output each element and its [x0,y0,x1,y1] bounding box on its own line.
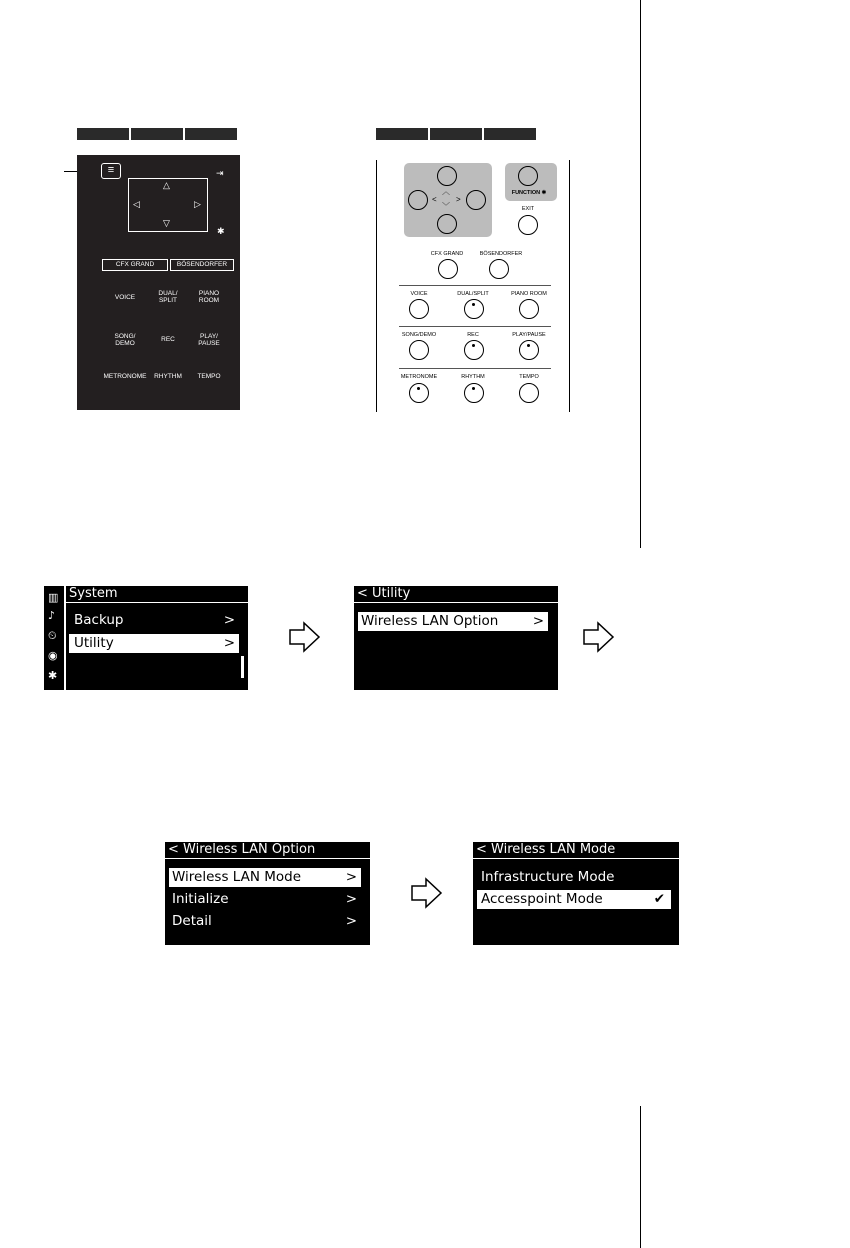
rec-button[interactable]: REC [161,336,175,343]
bosendorfer-button[interactable]: BÖSENDORFER [170,259,234,271]
menu-item-label: Utility [74,635,114,651]
title-rule [66,602,248,603]
up-key[interactable] [437,166,457,186]
rhythm-button[interactable]: RHYTHM [154,373,182,380]
metronome-key[interactable] [409,383,429,403]
exit-label: EXIT [521,206,535,212]
next-step-arrow-icon [582,620,616,654]
screen-wireless-lan-option [165,842,370,945]
menu-item-initialize[interactable] [169,890,361,909]
rec-key[interactable] [464,340,484,360]
metronome-button[interactable]: METRONOME [103,373,147,380]
screen-system [66,586,248,690]
menu-item-backup[interactable] [69,611,239,630]
margin-rule-top [640,0,641,548]
title-rule [165,858,370,859]
menu-item-utility[interactable] [69,634,239,653]
margin-rule-bottom [640,1106,641,1248]
dual-split-label: DUAL/SPLIT [457,291,489,297]
left-chevron-icon: < [432,195,437,204]
screen-utility [354,586,558,690]
menu-item-detail[interactable] [169,912,361,931]
play-pause-key[interactable] [519,340,539,360]
rec-label: REC [467,332,479,338]
up-arrow-icon[interactable]: △ [163,180,170,190]
song-demo-key[interactable] [409,340,429,360]
title-rule [354,602,558,603]
chevron-right-icon: > [345,913,357,929]
divider-1 [399,285,551,286]
tempo-button[interactable]: TEMPO [197,373,221,380]
chevron-right-icon: > [532,613,544,629]
cfx-grand-label: CFX GRAND [430,251,464,257]
option-label: Accesspoint Mode [481,891,603,907]
bosendorfer-label: BÖSENDORFER [479,251,523,257]
function-label: FUNCTION ✱ [511,190,547,196]
voice-label: VOICE [410,291,428,297]
divider-3 [399,368,551,369]
down-arrow-icon[interactable]: ▽ [163,218,170,228]
cfx-grand-key[interactable] [438,259,458,279]
voice-button[interactable]: VOICE [114,294,136,301]
function-button[interactable] [518,166,538,186]
piano-room-button[interactable]: PIANO ROOM [198,290,220,304]
right-arrow-icon[interactable]: ▷ [194,199,201,209]
category-sidebar [44,586,64,690]
chevron-right-icon: > [223,612,235,628]
exit-button[interactable] [518,215,538,235]
option-accesspoint-mode[interactable] [477,890,671,909]
metronome-label: METRONOME [400,374,438,380]
left-key[interactable] [408,190,428,210]
left-arrow-icon[interactable]: ◁ [133,199,140,209]
dual-split-key[interactable] [464,299,484,319]
play-pause-label: PLAY/PAUSE [512,332,546,338]
checkmark-icon: ✔ [653,891,665,907]
title-rule [473,858,679,859]
screen-title[interactable]: < Wireless LAN Mode [476,842,616,857]
chevron-right-icon: > [345,891,357,907]
up-chevron-icon: ︿ [442,187,450,196]
screen-title[interactable]: < Utility [357,586,411,601]
rhythm-label: RHYTHM [461,374,485,380]
song-icon: ♪ [48,609,56,622]
metronome-icon: ⏲ [48,629,57,642]
chevron-right-icon: > [223,635,235,651]
divider-2 [399,326,551,327]
bluetooth-icon-light: ✱ [541,190,547,196]
right-chevron-icon: > [456,195,461,204]
tab-marker-left [77,128,237,140]
cfx-grand-button[interactable]: CFX GRAND [102,259,168,271]
screen-title[interactable]: < Wireless LAN Option [168,842,316,857]
right-key[interactable] [466,190,486,210]
menu-item-label: Wireless LAN Mode [172,869,302,885]
option-label: Infrastructure Mode [481,869,615,885]
next-step-arrow-icon [410,876,444,910]
dual-split-button[interactable]: DUAL/ SPLIT [158,290,178,304]
song-demo-button[interactable]: SONG/ DEMO [114,333,136,347]
tab-marker-right [376,128,536,140]
menu-item-label: Detail [172,913,212,929]
piano-room-key[interactable] [519,299,539,319]
menu-item-label: Backup [74,612,124,628]
bluetooth-icon: ✱ [217,226,225,236]
bluetooth-icon: ✱ [48,669,58,682]
screen-wireless-lan-mode [473,842,679,945]
scrollbar[interactable] [241,656,244,678]
menu-item-label: Wireless LAN Option [361,613,499,629]
panel-left-edge [376,160,377,412]
chevron-right-icon: > [345,869,357,885]
bosendorfer-key[interactable] [489,259,509,279]
panel-right-edge [569,160,570,412]
piano-icon: ▥ [48,591,59,604]
play-pause-button[interactable]: PLAY/ PAUSE [198,333,220,347]
song-demo-label: SONG/DEMO [401,332,437,338]
menu-item-wireless-lan-mode[interactable] [169,868,361,887]
menu-item-label: Initialize [172,891,229,907]
menu-button[interactable]: ≡ [101,163,121,179]
down-chevron-icon: ﹀ [442,202,450,211]
record-icon: ◉ [48,649,58,662]
down-key[interactable] [437,214,457,234]
option-infrastructure-mode[interactable] [477,868,671,887]
tempo-key[interactable] [519,383,539,403]
voice-key[interactable] [409,299,429,319]
next-step-arrow-icon [288,620,322,654]
rhythm-key[interactable] [464,383,484,403]
screen-title: System [69,586,118,601]
piano-room-label: PIANO ROOM [511,291,547,297]
tempo-label: TEMPO [519,374,539,380]
exit-icon[interactable]: ⇥ [216,168,224,178]
menu-item-wireless-lan-option[interactable] [358,612,548,631]
